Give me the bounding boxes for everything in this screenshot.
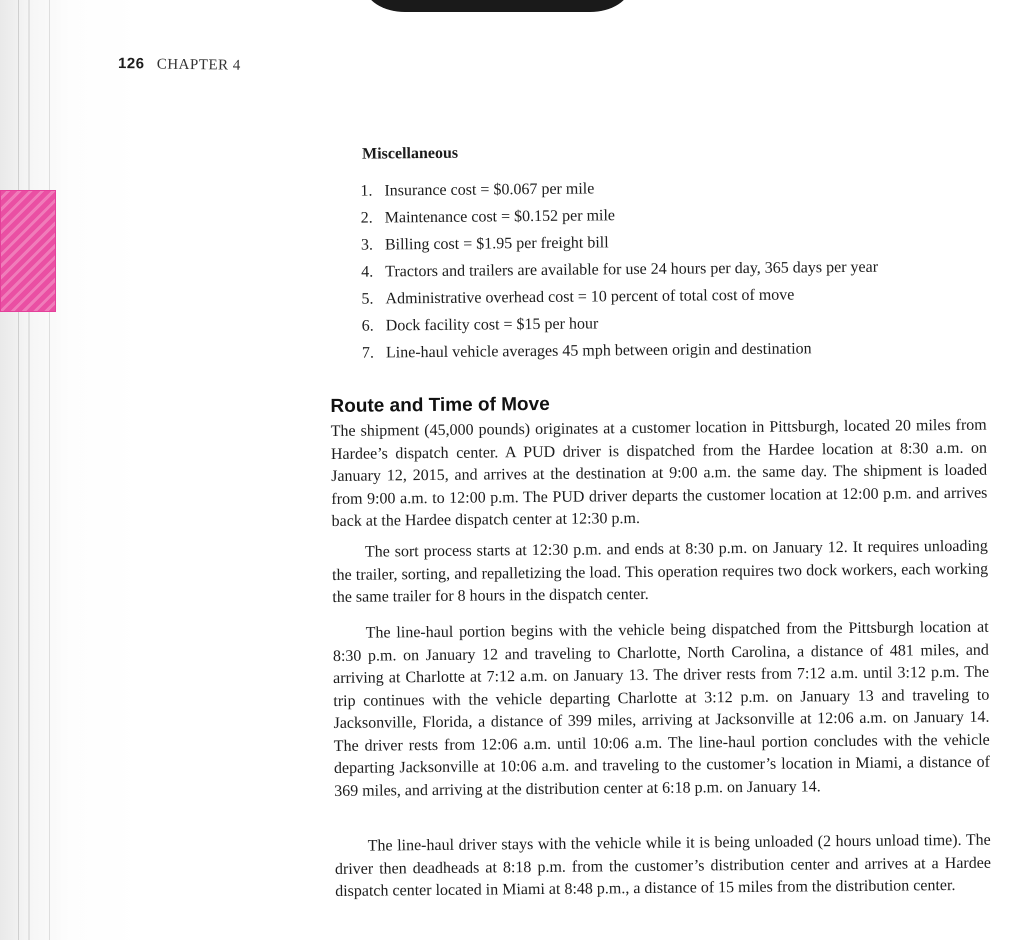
- misc-heading: Miscellaneous: [361, 144, 459, 163]
- list-item-number: 7.: [361, 344, 375, 362]
- misc-list: [360, 172, 982, 367]
- book-spine-line: [28, 0, 30, 940]
- list-item-text: Line-haul vehicle averages 45 mph between origin and destination: [385, 340, 812, 362]
- paragraph-unload: The line-haul driver stays with the vehicle while it is being unloaded (2 hours unload time). The driver then deadheads at 8:18 p.m. from the customer’s distribution center and arrives at a Hardee dispatch center located in Miami at 8:48 p.m., a distance of 15 miles from the distribution center.: [334, 831, 991, 900]
- list-item-text: Insurance cost = $0.067 per mile: [384, 180, 595, 200]
- list-item-number: 1.: [360, 182, 373, 200]
- list-item-number: 2.: [360, 209, 373, 227]
- book-spine-shadow: [18, 0, 50, 940]
- list-item-text: Dock facility cost = $15 per hour: [385, 315, 599, 335]
- list-item-text: Tractors and trailers are available for use 24 hours per day, 365 days per year: [385, 258, 879, 281]
- paragraph-shipment: The shipment (45,000 pounds) originates at a customer location in Pittsburgh, located 20 miles from Hardee’s dispatch center. A PUD driver is dispatched from the Hardee location at 8:30 a.m. on January 12, 2015, and arrives at the destination at 9:00 a.m. the same day. The shipment is loaded from 9:00 a.m. to 12:00 p.m. The PUD driver departs the customer location at 12:00 p.m. and arrives back at the Hardee dispatch center at 12:30 p.m.: [330, 416, 988, 530]
- page-number: 126: [117, 55, 145, 73]
- pink-page-tab: [0, 190, 56, 312]
- section-heading: Route and Time of Move: [330, 393, 550, 417]
- chapter-label: CHAPTER 4: [156, 56, 241, 74]
- list-item-text: Administrative overhead cost = 10 percent of total cost of move: [385, 286, 795, 308]
- paragraph-sort-process: The sort process starts at 12:30 p.m. and ends at 8:30 p.m. on January 12. It requires unloading the trailer, sorting, and repalletizing the load. This operation requires two dock workers, each working the same trailer for 8 hours in the dispatch center.: [332, 537, 989, 606]
- page-content: [326, 140, 991, 900]
- list-item-text: Billing cost = $1.95 per freight bill: [384, 234, 609, 254]
- paragraph-line-haul: The line-haul portion begins with the vehicle being dispatched from the Pittsburgh location at 8:30 p.m. on January 12 and traveling to Charlotte, North Carolina, a distance of 481 miles, and arriving at Charlotte at 7:12 a.m. on January 13. The driver rests from 7:12 a.m. until 3:12 p.m. The trip continues with the vehicle departing Charlotte at 3:12 p.m. on January 13 and traveling to Jacksonville, Florida, a distance of 399 miles, arriving at Jacksonville at 12:06 a.m. on January 14. The driver rests from 12:06 a.m. until 10:06 a.m. The line-haul portion concludes with the vehicle departing Jacksonville at 10:06 a.m. and traveling to the customer’s location in Miami, a distance of 369 miles, and arriving at the distribution center at 6:18 p.m. on January 14.: [332, 618, 991, 800]
- list-item-number: 4.: [361, 263, 374, 281]
- running-head: [118, 55, 241, 75]
- list-item-number: 6.: [361, 317, 374, 335]
- list-item-number: 3.: [360, 236, 374, 254]
- list-item-number: 5.: [361, 290, 374, 308]
- list-item: [362, 334, 982, 367]
- list-item-text: Maintenance cost = $0.152 per mile: [384, 207, 616, 227]
- scanner-edge-shadow: [365, 0, 630, 12]
